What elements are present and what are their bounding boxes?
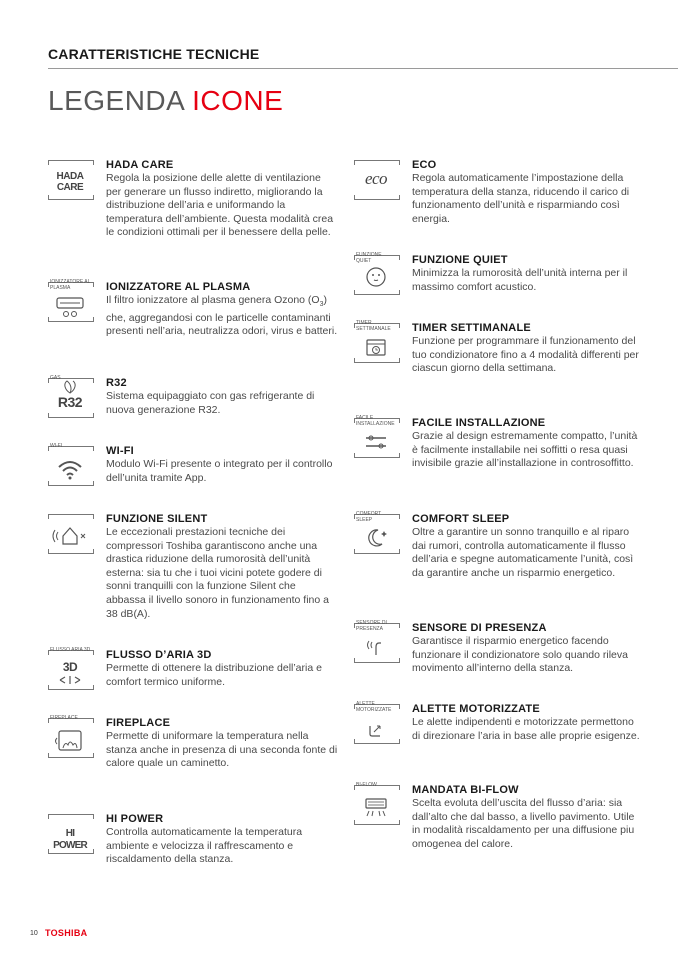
motorized-flaps-icon-tag: ALETTE MOTORIZZATE [356, 701, 392, 713]
comfort-sleep-icon-tag: COMFORT SLEEP [356, 511, 382, 523]
r32-leaf-icon [48, 375, 92, 418]
feature-description: Funzione per programmare il funzionamento del tuo condizionatore fino a 4 modalità differenti per ciascun giorno della settimana. [412, 335, 639, 375]
wifi-icon-tag: WI-FI [50, 443, 63, 449]
easy-install-icon-tag: FACILE INSTALLAZIONE [356, 415, 395, 427]
r32-icon-tag: GAS [50, 375, 61, 381]
header-rule [48, 68, 678, 69]
quiet-face-icon [354, 252, 398, 295]
feature-title: ECO [412, 159, 437, 171]
feature-comfort-sleep [354, 512, 644, 580]
feature-quiet [354, 253, 644, 294]
feature-description: Permette di uniformare la temperatura nella stanza anche in presenza di una seconda fonte di calore quale un caminetto. [106, 730, 338, 770]
feature-description: Garantisce il risparmio energetico facendo funzionare il condizionatore solo quando rileva movimento all’interno della stanza. [412, 635, 628, 675]
hada-care-icon-label: HADA CARE [56, 171, 84, 193]
airflow-3d-icon-label: 3D [62, 660, 78, 674]
feature-title: FLUSSO D’ARIA 3D [106, 649, 212, 661]
feature-title: HI POWER [106, 813, 164, 825]
feature-easy-install [354, 416, 644, 471]
quiet-icon-tag: FUNZIONE QUIET [356, 252, 382, 264]
feature-description: Regola la posizione delle alette di ventilazione per generare un flusso indiretto, migliorando la distribuzione dell’aria e uniformando la temperatura dell’ambiente. Questa modalità crea le condizioni ottimali per il benessere della pelle. [106, 172, 334, 239]
desc-subscript: 3 [319, 301, 324, 309]
bi-flow-icon-tag: BI-FLOW [356, 782, 377, 788]
fireplace-icon [48, 715, 92, 758]
easy-install-icon [354, 415, 398, 458]
hada-care-icon [48, 160, 92, 200]
airflow-3d-icon [48, 647, 92, 690]
timer-icon-tag: TIMER SETTIMANALE [356, 320, 391, 332]
feature-description: Permette di ottenere la distribuzione dell’aria e comfort termico uniforme. [106, 662, 322, 688]
eco-icon-label: eco [364, 169, 388, 188]
feature-title: FACILE INSTALLAZIONE [412, 417, 546, 429]
feature-title: FIREPLACE [106, 717, 171, 729]
silent-house-icon [48, 514, 92, 554]
fireplace-icon-tag: FIREPLACE [50, 715, 78, 721]
hi-power-icon [48, 814, 92, 854]
feature-eco [354, 158, 644, 226]
airflow-3d-icon-tag: FLUSSO ARIA 3D [50, 647, 91, 653]
feature-title: WI-FI [106, 445, 134, 457]
feature-title: MANDATA BI-FLOW [412, 784, 519, 796]
eco-icon [354, 160, 398, 200]
feature-description: Grazie al design estremamente compatto, l’unità è facilmente installabile nei soffitti o resa quasi invisibile grazie all’installazione in controsoffitto. [412, 430, 638, 470]
feature-presence-sensor [354, 621, 644, 676]
feature-fireplace [48, 716, 338, 771]
feature-title: TIMER SETTIMANALE [412, 322, 531, 334]
section-title: CARATTERISTICHE TECNICHE [48, 46, 260, 62]
hi-power-icon-label: HI POWER [53, 828, 87, 851]
feature-description: Modulo Wi-Fi presente o integrato per il controllo dell’unita tramite App. [106, 458, 333, 484]
desc-part: Il filtro ionizzatore al plasma genera Ozono (O [106, 294, 320, 306]
feature-motorized-flaps [354, 702, 644, 743]
page-number: 10 [30, 930, 38, 937]
feature-description [106, 294, 338, 339]
feature-title: COMFORT SLEEP [412, 513, 510, 525]
feature-description: Controlla automaticamente la temperatura ambiente e velocizza il raffrescamento e riscaldamento della stanza. [106, 826, 303, 866]
feature-bi-flow [354, 783, 644, 851]
page-title [48, 84, 283, 118]
feature-hada-care [48, 158, 338, 240]
desc-part: ) che, aggregandosi con le particelle contaminanti presenti nell’aria, neutralizza odori, virus e batteri. [106, 294, 338, 338]
feature-description: Regola automaticamente l’impostazione della temperatura della stanza, riducendo il carico di funzionamento dell’unità e risparmiando così energia. [412, 172, 630, 225]
feature-title: R32 [106, 377, 127, 389]
feature-weekly-timer [354, 321, 644, 376]
feature-r32 [48, 376, 338, 417]
bi-flow-icon [354, 782, 398, 825]
feature-title: ALETTE MOTORIZZATE [412, 703, 540, 715]
feature-description: Le eccezionali prestazioni tecniche dei compressori Toshiba garantiscono anche una drastica riduzione della rumorosità dell’unità esterna: sia tu che i tuoi vicini potete godere di sonni tranquilli con la funzione Silent che abbassa il livello sonoro in funzionamento fino a 38 dB(A). [106, 526, 329, 620]
comfort-sleep-icon [354, 511, 398, 554]
r32-icon-label: R32 [57, 394, 83, 410]
title-part-2: ICONE [192, 85, 284, 116]
presence-sensor-icon-tag: SENSORE DI PRESENZA [356, 620, 387, 632]
feature-ionizer [48, 280, 338, 339]
feature-title: IONIZZATORE AL PLASMA [106, 281, 251, 293]
ionizer-icon-tag: IONIZZATORE AL PLASMA [50, 279, 91, 291]
feature-airflow-3d [48, 648, 338, 689]
feature-description: Minimizza la rumorosità dell’unità interna per il massimo comfort acustico. [412, 267, 628, 293]
feature-description: Sistema equipaggiato con gas refrigerante di nuova generazione R32. [106, 390, 315, 416]
weekly-timer-icon [354, 320, 398, 363]
feature-silent [48, 512, 338, 621]
presence-sensor-icon [354, 620, 398, 663]
brand-logo: TOSHIBA [45, 928, 88, 938]
feature-title: HADA CARE [106, 159, 174, 171]
wifi-icon [48, 443, 92, 486]
feature-title: SENSORE DI PRESENZA [412, 622, 547, 634]
feature-wifi [48, 444, 338, 485]
ionizer-icon [48, 279, 92, 322]
title-part-1: LEGENDA [48, 85, 193, 116]
feature-title: FUNZIONE QUIET [412, 254, 508, 266]
motorized-flaps-icon [354, 701, 398, 744]
feature-description: Oltre a garantire un sonno tranquillo e al riparo dai rumori, controlla automaticamente il flusso dell’aria e spegne automaticamente l’unità, così da garantire anche un risparmio energetico. [412, 526, 634, 579]
feature-description: Le alette indipendenti e motorizzate permettono di direzionare l’aria in base alle proprie esigenze. [412, 716, 640, 742]
feature-hi-power [48, 812, 338, 867]
feature-title: FUNZIONE SILENT [106, 513, 208, 525]
feature-description: Scelta evoluta dell’uscita del flusso d’aria: sia dall’alto che dal basso, a livello pavimento. Utile in modalità riscaldamento per una diffusione piu omogenea del calore. [412, 797, 635, 850]
